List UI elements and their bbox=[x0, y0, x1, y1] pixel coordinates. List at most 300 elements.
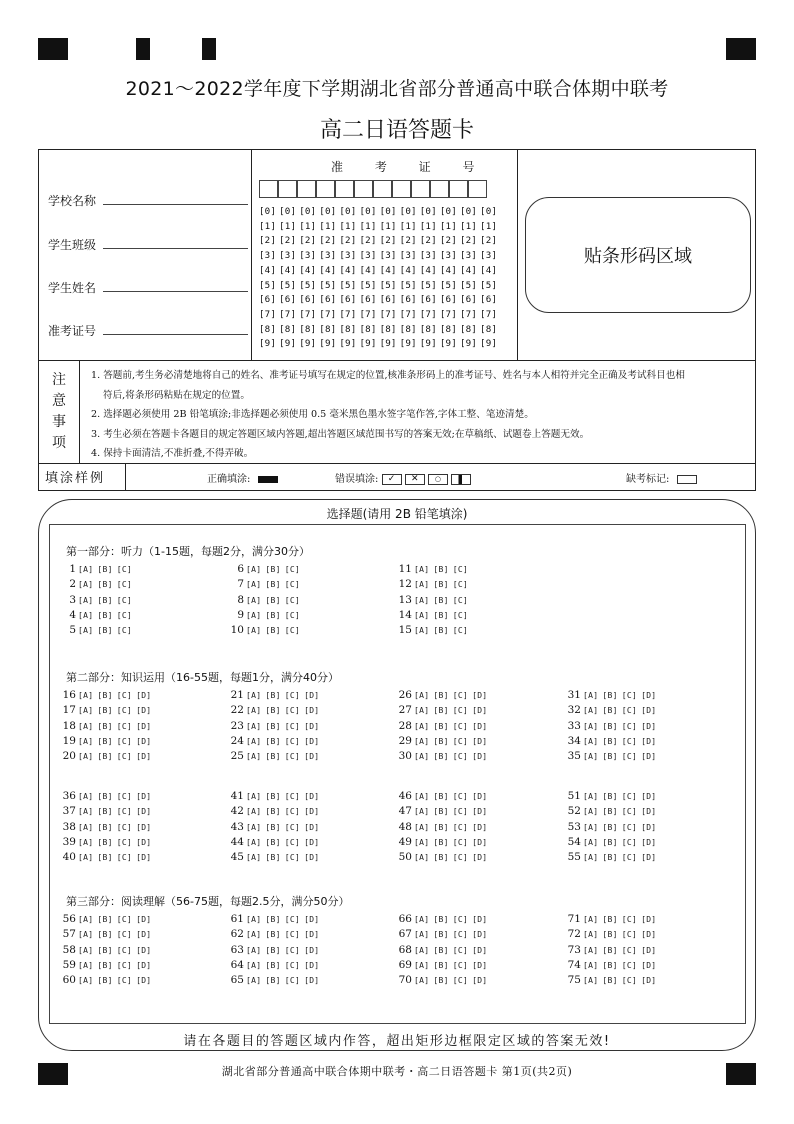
exam-number-cell[interactable] bbox=[392, 180, 411, 198]
answer-bubble[interactable]: [C] bbox=[621, 691, 638, 700]
exam-number-cell[interactable] bbox=[297, 180, 316, 198]
answer-bubble[interactable]: [C] bbox=[452, 807, 469, 817]
answer-bubble[interactable]: [A] bbox=[78, 691, 94, 700]
answer-bubble[interactable]: [C] bbox=[284, 837, 301, 847]
digit-bubble[interactable]: [9] bbox=[480, 338, 498, 350]
answer-bubble[interactable]: [A] bbox=[414, 945, 430, 955]
digit-bubble[interactable]: [8] bbox=[339, 323, 357, 335]
digit-bubble[interactable]: [0] bbox=[480, 206, 498, 217]
answer-bubble[interactable]: [C] bbox=[116, 580, 133, 590]
answer-bubble[interactable]: [B] bbox=[97, 721, 113, 731]
answer-bubble[interactable]: [B] bbox=[265, 976, 281, 986]
answer-bubble[interactable]: [A] bbox=[246, 691, 262, 700]
answer-bubble[interactable]: [D] bbox=[641, 736, 657, 746]
answer-bubble[interactable]: [B] bbox=[602, 752, 618, 762]
class-field[interactable] bbox=[48, 236, 248, 253]
digit-bubble[interactable]: [5] bbox=[279, 279, 297, 291]
answer-bubble[interactable]: [A] bbox=[414, 706, 430, 716]
digit-bubble[interactable]: [3] bbox=[339, 250, 357, 262]
exam-number-cell[interactable] bbox=[335, 180, 354, 198]
answer-bubble[interactable]: [B] bbox=[265, 706, 281, 716]
answer-bubble[interactable]: [B] bbox=[433, 853, 449, 863]
answer-bubble[interactable]: [A] bbox=[246, 853, 262, 863]
digit-bubble[interactable]: [6] bbox=[379, 294, 397, 306]
answer-bubble[interactable]: [A] bbox=[414, 610, 430, 620]
answer-bubble[interactable]: [D] bbox=[641, 837, 657, 847]
answer-bubble[interactable]: [D] bbox=[136, 837, 152, 847]
answer-bubble[interactable]: [A] bbox=[414, 721, 430, 731]
answer-bubble[interactable]: [C] bbox=[452, 822, 469, 832]
answer-bubble[interactable]: [C] bbox=[284, 580, 301, 590]
digit-bubble[interactable]: [2] bbox=[299, 235, 317, 247]
digit-bubble[interactable]: [7] bbox=[359, 308, 377, 320]
answer-bubble[interactable]: [A] bbox=[78, 915, 94, 924]
digit-bubble[interactable]: [8] bbox=[439, 323, 457, 335]
digit-bubble[interactable]: [4] bbox=[439, 264, 457, 276]
answer-bubble[interactable]: [D] bbox=[304, 721, 320, 731]
answer-bubble[interactable]: [A] bbox=[414, 976, 430, 986]
answer-bubble[interactable]: [C] bbox=[284, 626, 301, 636]
digit-bubble[interactable]: [4] bbox=[379, 264, 397, 276]
answer-bubble[interactable]: [C] bbox=[116, 610, 133, 620]
answer-bubble[interactable]: [C] bbox=[116, 822, 133, 832]
answer-bubble[interactable]: [B] bbox=[265, 837, 281, 847]
digit-bubble[interactable]: [5] bbox=[379, 279, 397, 291]
digit-bubble[interactable]: [1] bbox=[399, 220, 417, 232]
digit-bubble[interactable]: [0] bbox=[359, 206, 377, 217]
answer-bubble[interactable]: [B] bbox=[97, 945, 113, 955]
answer-bubble[interactable]: [A] bbox=[414, 792, 430, 801]
answer-bubble[interactable]: [C] bbox=[116, 595, 133, 605]
answer-bubble[interactable]: [A] bbox=[583, 945, 599, 955]
digit-bubble[interactable]: [1] bbox=[359, 220, 377, 232]
answer-bubble[interactable]: [D] bbox=[641, 721, 657, 731]
digit-bubble[interactable]: [9] bbox=[379, 338, 397, 350]
digit-bubble[interactable]: [8] bbox=[419, 323, 437, 335]
answer-bubble[interactable]: [C] bbox=[116, 721, 133, 731]
digit-bubble[interactable]: [5] bbox=[299, 279, 317, 291]
digit-bubble[interactable]: [8] bbox=[279, 323, 297, 335]
answer-bubble[interactable]: [A] bbox=[78, 580, 94, 590]
answer-bubble[interactable]: [D] bbox=[136, 976, 152, 986]
answer-bubble[interactable]: [B] bbox=[602, 853, 618, 863]
answer-bubble[interactable]: [A] bbox=[246, 960, 262, 970]
answer-bubble[interactable]: [C] bbox=[284, 706, 301, 716]
answer-bubble[interactable]: [D] bbox=[641, 976, 657, 986]
answer-bubble[interactable]: [A] bbox=[246, 807, 262, 817]
answer-bubble[interactable]: [C] bbox=[452, 626, 469, 636]
answer-bubble[interactable]: [A] bbox=[78, 930, 94, 940]
digit-bubble[interactable]: [6] bbox=[279, 294, 297, 306]
answer-bubble[interactable]: [C] bbox=[116, 706, 133, 716]
answer-bubble[interactable]: [B] bbox=[265, 807, 281, 817]
digit-bubble[interactable]: [1] bbox=[379, 220, 397, 232]
answer-bubble[interactable]: [C] bbox=[621, 736, 638, 746]
answer-bubble[interactable]: [D] bbox=[472, 960, 488, 970]
answer-bubble[interactable]: [C] bbox=[116, 626, 133, 636]
answer-bubble[interactable]: [D] bbox=[136, 706, 152, 716]
answer-bubble[interactable]: [B] bbox=[602, 915, 618, 924]
exam-number-cell[interactable] bbox=[354, 180, 373, 198]
digit-bubble[interactable]: [9] bbox=[259, 338, 277, 350]
answer-bubble[interactable]: [D] bbox=[304, 807, 320, 817]
answer-bubble[interactable]: [A] bbox=[246, 792, 262, 801]
answer-bubble[interactable]: [C] bbox=[284, 930, 301, 940]
answer-bubble[interactable]: [A] bbox=[246, 580, 262, 590]
answer-bubble[interactable]: [A] bbox=[414, 565, 430, 574]
answer-bubble[interactable]: [D] bbox=[136, 853, 152, 863]
answer-bubble[interactable]: [C] bbox=[116, 853, 133, 863]
answer-bubble[interactable]: [B] bbox=[433, 807, 449, 817]
answer-bubble[interactable]: [C] bbox=[284, 691, 301, 700]
answer-bubble[interactable]: [A] bbox=[414, 595, 430, 605]
digit-bubble[interactable]: [6] bbox=[339, 294, 357, 306]
answer-bubble[interactable]: [A] bbox=[414, 691, 430, 700]
answer-bubble[interactable]: [C] bbox=[116, 837, 133, 847]
digit-bubble[interactable]: [6] bbox=[399, 294, 417, 306]
answer-bubble[interactable]: [D] bbox=[472, 752, 488, 762]
digit-bubble[interactable]: [5] bbox=[419, 279, 437, 291]
exam-number-cell[interactable] bbox=[411, 180, 430, 198]
answer-bubble[interactable]: [A] bbox=[78, 626, 94, 636]
answer-bubble[interactable]: [D] bbox=[136, 945, 152, 955]
answer-bubble[interactable]: [C] bbox=[452, 976, 469, 986]
digit-bubble[interactable]: [4] bbox=[359, 264, 377, 276]
digit-bubble[interactable]: [2] bbox=[379, 235, 397, 247]
exam-number-cells[interactable] bbox=[259, 180, 487, 198]
answer-bubble[interactable]: [A] bbox=[583, 822, 599, 832]
digit-bubble[interactable]: [5] bbox=[439, 279, 457, 291]
answer-bubble[interactable]: [A] bbox=[583, 853, 599, 863]
answer-bubble[interactable]: [C] bbox=[452, 837, 469, 847]
answer-bubble[interactable]: [D] bbox=[641, 807, 657, 817]
digit-bubble[interactable]: [6] bbox=[359, 294, 377, 306]
answer-bubble[interactable]: [C] bbox=[452, 580, 469, 590]
digit-bubble[interactable]: [4] bbox=[259, 264, 277, 276]
answer-bubble[interactable]: [B] bbox=[433, 626, 449, 636]
digit-bubble[interactable]: [7] bbox=[419, 308, 437, 320]
answer-bubble[interactable]: [B] bbox=[433, 822, 449, 832]
digit-bubble[interactable]: [2] bbox=[319, 235, 337, 247]
digit-bubble[interactable]: [4] bbox=[419, 264, 437, 276]
answer-bubble[interactable]: [C] bbox=[621, 930, 638, 940]
answer-bubble[interactable]: [C] bbox=[452, 945, 469, 955]
answer-bubble[interactable]: [B] bbox=[433, 945, 449, 955]
answer-bubble[interactable]: [C] bbox=[116, 960, 133, 970]
exam-number-cell[interactable] bbox=[373, 180, 392, 198]
answer-bubble[interactable]: [C] bbox=[452, 915, 469, 924]
answer-bubble[interactable]: [C] bbox=[284, 915, 301, 924]
answer-bubble[interactable]: [B] bbox=[265, 565, 281, 574]
answer-bubble[interactable]: [B] bbox=[433, 721, 449, 731]
digit-bubble[interactable]: [5] bbox=[339, 279, 357, 291]
answer-bubble[interactable]: [A] bbox=[246, 565, 262, 574]
answer-bubble[interactable]: [B] bbox=[97, 752, 113, 762]
school-name-field[interactable] bbox=[48, 192, 248, 209]
digit-bubble[interactable]: [9] bbox=[399, 338, 417, 350]
digit-bubble[interactable]: [2] bbox=[339, 235, 357, 247]
answer-bubble[interactable]: [D] bbox=[641, 792, 657, 801]
answer-bubble[interactable]: [A] bbox=[414, 822, 430, 832]
answer-bubble[interactable]: [D] bbox=[472, 721, 488, 731]
answer-bubble[interactable]: [C] bbox=[284, 807, 301, 817]
answer-bubble[interactable]: [A] bbox=[414, 736, 430, 746]
digit-bubble[interactable]: [8] bbox=[480, 323, 498, 335]
answer-bubble[interactable]: [C] bbox=[621, 853, 638, 863]
answer-bubble[interactable]: [B] bbox=[97, 610, 113, 620]
answer-bubble[interactable]: [C] bbox=[621, 822, 638, 832]
answer-bubble[interactable]: [B] bbox=[265, 930, 281, 940]
answer-bubble[interactable]: [B] bbox=[433, 837, 449, 847]
answer-bubble[interactable]: [A] bbox=[246, 706, 262, 716]
answer-bubble[interactable]: [D] bbox=[304, 930, 320, 940]
answer-bubble[interactable]: [C] bbox=[621, 976, 638, 986]
answer-bubble[interactable]: [D] bbox=[136, 792, 152, 801]
digit-bubble[interactable]: [8] bbox=[379, 323, 397, 335]
answer-bubble[interactable]: [D] bbox=[136, 691, 152, 700]
answer-bubble[interactable]: [B] bbox=[97, 565, 113, 574]
digit-bubble[interactable]: [6] bbox=[259, 294, 277, 306]
digit-bubble[interactable]: [2] bbox=[439, 235, 457, 247]
answer-bubble[interactable]: [B] bbox=[602, 930, 618, 940]
answer-bubble[interactable]: [B] bbox=[433, 976, 449, 986]
answer-bubble[interactable]: [A] bbox=[583, 930, 599, 940]
answer-bubble[interactable]: [B] bbox=[265, 595, 281, 605]
answer-bubble[interactable]: [D] bbox=[472, 915, 488, 924]
exam-number-cell[interactable] bbox=[449, 180, 468, 198]
answer-bubble[interactable]: [A] bbox=[78, 595, 94, 605]
digit-bubble[interactable]: [8] bbox=[259, 323, 277, 335]
answer-bubble[interactable]: [A] bbox=[78, 736, 94, 746]
answer-bubble[interactable]: [B] bbox=[97, 580, 113, 590]
answer-bubble[interactable]: [D] bbox=[304, 706, 320, 716]
digit-bubble[interactable]: [7] bbox=[259, 308, 277, 320]
answer-bubble[interactable]: [D] bbox=[472, 930, 488, 940]
answer-bubble[interactable]: [C] bbox=[116, 565, 133, 574]
digit-bubble[interactable]: [9] bbox=[419, 338, 437, 350]
answer-bubble[interactable]: [C] bbox=[452, 853, 469, 863]
answer-bubble[interactable]: [A] bbox=[246, 930, 262, 940]
answer-bubble[interactable]: [C] bbox=[116, 976, 133, 986]
digit-bubble[interactable]: [7] bbox=[299, 308, 317, 320]
answer-bubble[interactable]: [C] bbox=[116, 736, 133, 746]
answer-bubble[interactable]: [C] bbox=[284, 595, 301, 605]
answer-bubble[interactable]: [B] bbox=[97, 930, 113, 940]
digit-bubble[interactable]: [5] bbox=[480, 279, 498, 291]
digit-bubble[interactable]: [8] bbox=[359, 323, 377, 335]
digit-bubble[interactable]: [2] bbox=[419, 235, 437, 247]
answer-bubble[interactable]: [B] bbox=[265, 752, 281, 762]
answer-bubble[interactable]: [A] bbox=[78, 822, 94, 832]
answer-bubble[interactable]: [B] bbox=[433, 915, 449, 924]
answer-bubble[interactable]: [B] bbox=[433, 752, 449, 762]
answer-bubble[interactable]: [D] bbox=[304, 960, 320, 970]
digit-bubble[interactable]: [3] bbox=[259, 250, 277, 262]
digit-bubble[interactable]: [1] bbox=[319, 220, 337, 232]
answer-bubble[interactable]: [A] bbox=[246, 721, 262, 731]
digit-bubble[interactable]: [0] bbox=[339, 206, 357, 217]
answer-bubble[interactable]: [D] bbox=[304, 976, 320, 986]
answer-bubble[interactable]: [B] bbox=[433, 691, 449, 700]
answer-bubble[interactable]: [D] bbox=[641, 752, 657, 762]
digit-bubble[interactable]: [3] bbox=[439, 250, 457, 262]
answer-bubble[interactable]: [D] bbox=[136, 736, 152, 746]
answer-bubble[interactable]: [A] bbox=[583, 736, 599, 746]
digit-bubble[interactable]: [4] bbox=[319, 264, 337, 276]
answer-bubble[interactable]: [C] bbox=[621, 721, 638, 731]
digit-bubble[interactable]: [8] bbox=[319, 323, 337, 335]
digit-bubble[interactable]: [0] bbox=[319, 206, 337, 217]
answer-bubble[interactable]: [C] bbox=[116, 945, 133, 955]
answer-bubble[interactable]: [D] bbox=[641, 853, 657, 863]
answer-bubble[interactable]: [C] bbox=[452, 721, 469, 731]
digit-bubble[interactable]: [4] bbox=[399, 264, 417, 276]
answer-bubble[interactable]: [B] bbox=[265, 736, 281, 746]
exam-number-field[interactable] bbox=[48, 322, 248, 339]
answer-bubble[interactable]: [B] bbox=[433, 610, 449, 620]
answer-bubble[interactable]: [D] bbox=[641, 960, 657, 970]
answer-bubble[interactable]: [A] bbox=[414, 930, 430, 940]
absent-mark[interactable]: 缺考标记: bbox=[626, 470, 697, 485]
answer-bubble[interactable]: [A] bbox=[246, 736, 262, 746]
answer-bubble[interactable]: [D] bbox=[472, 853, 488, 863]
answer-bubble[interactable]: [D] bbox=[641, 691, 657, 700]
answer-bubble[interactable]: [A] bbox=[583, 691, 599, 700]
answer-bubble[interactable]: [B] bbox=[602, 837, 618, 847]
digit-bubble[interactable]: [5] bbox=[319, 279, 337, 291]
answer-bubble[interactable]: [D] bbox=[136, 807, 152, 817]
digit-bubble[interactable]: [5] bbox=[359, 279, 377, 291]
answer-bubble[interactable]: [D] bbox=[304, 736, 320, 746]
answer-bubble[interactable]: [D] bbox=[304, 853, 320, 863]
answer-bubble[interactable]: [A] bbox=[78, 807, 94, 817]
answer-bubble[interactable]: [B] bbox=[265, 945, 281, 955]
digit-bubble[interactable]: [7] bbox=[399, 308, 417, 320]
digit-bubble[interactable]: [4] bbox=[480, 264, 498, 276]
answer-bubble[interactable]: [A] bbox=[78, 565, 94, 574]
answer-bubble[interactable]: [D] bbox=[472, 792, 488, 801]
answer-bubble[interactable]: [C] bbox=[621, 945, 638, 955]
digit-bubble[interactable]: [2] bbox=[359, 235, 377, 247]
answer-bubble[interactable]: [B] bbox=[265, 721, 281, 731]
digit-bubble[interactable]: [1] bbox=[480, 220, 498, 232]
digit-bubble[interactable]: [4] bbox=[299, 264, 317, 276]
answer-bubble[interactable]: [A] bbox=[583, 721, 599, 731]
answer-bubble[interactable]: [D] bbox=[136, 915, 152, 924]
answer-bubble[interactable]: [D] bbox=[472, 736, 488, 746]
answer-bubble[interactable]: [A] bbox=[583, 837, 599, 847]
answer-bubble[interactable]: [A] bbox=[246, 822, 262, 832]
answer-bubble[interactable]: [A] bbox=[78, 752, 94, 762]
answer-bubble[interactable]: [D] bbox=[304, 945, 320, 955]
answer-bubble[interactable]: [B] bbox=[97, 822, 113, 832]
digit-bubble[interactable]: [9] bbox=[339, 338, 357, 350]
answer-bubble[interactable]: [A] bbox=[78, 610, 94, 620]
answer-bubble[interactable]: [D] bbox=[641, 930, 657, 940]
digit-bubble[interactable]: [9] bbox=[459, 338, 477, 350]
digit-bubble[interactable]: [5] bbox=[459, 279, 477, 291]
answer-bubble[interactable]: [B] bbox=[602, 945, 618, 955]
answer-bubble[interactable]: [C] bbox=[621, 960, 638, 970]
digit-bubble[interactable]: [9] bbox=[319, 338, 337, 350]
answer-bubble[interactable]: [D] bbox=[472, 837, 488, 847]
answer-bubble[interactable]: [D] bbox=[472, 706, 488, 716]
answer-bubble[interactable]: [C] bbox=[621, 807, 638, 817]
digit-bubble[interactable]: [0] bbox=[419, 206, 437, 217]
answer-bubble[interactable]: [A] bbox=[78, 853, 94, 863]
answer-bubble[interactable]: [B] bbox=[97, 626, 113, 636]
digit-bubble[interactable]: [8] bbox=[399, 323, 417, 335]
digit-bubble[interactable]: [1] bbox=[339, 220, 357, 232]
answer-bubble[interactable]: [A] bbox=[414, 807, 430, 817]
answer-bubble[interactable]: [A] bbox=[583, 792, 599, 801]
student-name-field[interactable] bbox=[48, 279, 248, 296]
answer-bubble[interactable]: [C] bbox=[621, 837, 638, 847]
digit-bubble[interactable]: [7] bbox=[459, 308, 477, 320]
digit-bubble[interactable]: [1] bbox=[279, 220, 297, 232]
digit-bubble[interactable]: [6] bbox=[419, 294, 437, 306]
digit-bubble[interactable]: [9] bbox=[279, 338, 297, 350]
answer-bubble[interactable]: [D] bbox=[136, 960, 152, 970]
digit-bubble[interactable]: [8] bbox=[459, 323, 477, 335]
answer-bubble[interactable]: [B] bbox=[97, 706, 113, 716]
answer-bubble[interactable]: [C] bbox=[116, 792, 133, 801]
answer-bubble[interactable]: [C] bbox=[452, 792, 469, 801]
answer-bubble[interactable]: [D] bbox=[641, 915, 657, 924]
answer-bubble[interactable]: [C] bbox=[284, 752, 301, 762]
answer-bubble[interactable]: [B] bbox=[265, 626, 281, 636]
answer-bubble[interactable]: [A] bbox=[583, 976, 599, 986]
answer-bubble[interactable]: [C] bbox=[452, 960, 469, 970]
answer-bubble[interactable]: [D] bbox=[304, 822, 320, 832]
answer-bubble[interactable]: [C] bbox=[452, 610, 469, 620]
answer-bubble[interactable]: [C] bbox=[452, 595, 469, 605]
answer-bubble[interactable]: [C] bbox=[621, 915, 638, 924]
digit-bubble[interactable]: [3] bbox=[399, 250, 417, 262]
answer-bubble[interactable]: [C] bbox=[116, 807, 133, 817]
digit-bubble[interactable]: [1] bbox=[259, 220, 277, 232]
digit-bubble[interactable]: [3] bbox=[359, 250, 377, 262]
answer-bubble[interactable]: [D] bbox=[304, 837, 320, 847]
answer-bubble[interactable]: [A] bbox=[78, 976, 94, 986]
answer-bubble[interactable]: [B] bbox=[602, 691, 618, 700]
digit-bubble[interactable]: [8] bbox=[299, 323, 317, 335]
answer-bubble[interactable]: [A] bbox=[414, 853, 430, 863]
digit-bubble[interactable]: [0] bbox=[279, 206, 297, 217]
digit-bubble[interactable]: [0] bbox=[379, 206, 397, 217]
answer-bubble[interactable]: [B] bbox=[97, 691, 113, 700]
answer-bubble[interactable]: [B] bbox=[265, 853, 281, 863]
answer-bubble[interactable]: [A] bbox=[246, 610, 262, 620]
answer-bubble[interactable]: [A] bbox=[246, 595, 262, 605]
answer-bubble[interactable]: [C] bbox=[621, 792, 638, 801]
digit-bubble[interactable]: [2] bbox=[480, 235, 498, 247]
answer-bubble[interactable]: [D] bbox=[136, 930, 152, 940]
answer-bubble[interactable]: [C] bbox=[452, 706, 469, 716]
digit-bubble[interactable]: [2] bbox=[279, 235, 297, 247]
digit-bubble[interactable]: [6] bbox=[319, 294, 337, 306]
answer-bubble[interactable]: [B] bbox=[602, 706, 618, 716]
digit-bubble[interactable]: [1] bbox=[299, 220, 317, 232]
answer-bubble[interactable]: [B] bbox=[433, 706, 449, 716]
answer-bubble[interactable]: [D] bbox=[641, 822, 657, 832]
digit-bubble[interactable]: [6] bbox=[439, 294, 457, 306]
answer-bubble[interactable]: [B] bbox=[265, 960, 281, 970]
digit-bubble[interactable]: [9] bbox=[439, 338, 457, 350]
answer-bubble[interactable]: [C] bbox=[284, 976, 301, 986]
digit-bubble[interactable]: [7] bbox=[480, 308, 498, 320]
answer-bubble[interactable]: [A] bbox=[414, 626, 430, 636]
